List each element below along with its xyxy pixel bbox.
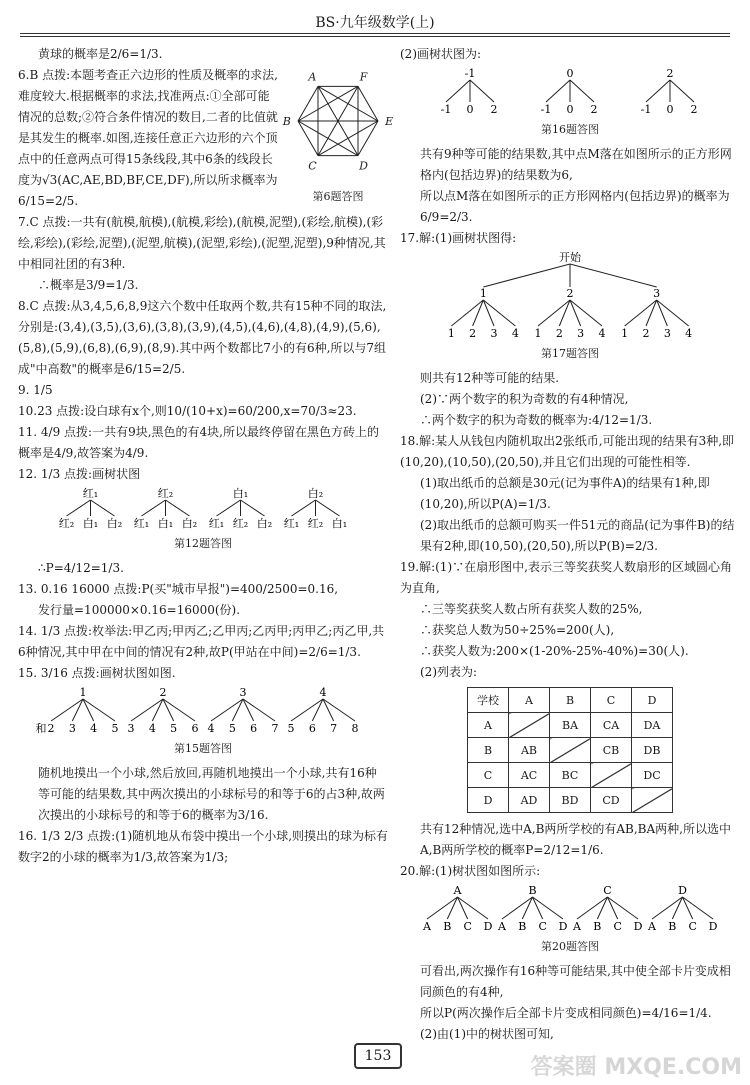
table-row xyxy=(468,788,673,813)
tree-leaf: 7 xyxy=(271,722,279,735)
tree-leaf: 3 xyxy=(127,722,135,735)
tree-leaf: 7 xyxy=(330,722,338,735)
tree-branch xyxy=(217,500,241,516)
table-cell: CD xyxy=(591,788,632,813)
tree-node: 1 xyxy=(479,287,487,300)
tree-leaf: 5 xyxy=(111,722,119,735)
q17-part2: (2)∵两个数字的积为奇数的有4种情况, xyxy=(420,392,629,406)
tree-node: A xyxy=(453,884,462,897)
tree-leaf: 3 xyxy=(577,327,585,340)
q17-caption: 第17题答图 xyxy=(541,347,599,360)
tree-leaf: A xyxy=(498,920,506,933)
tree-leaf: C xyxy=(688,920,697,933)
q12-answer: ∴P=4/12=1/3. xyxy=(38,561,124,575)
tree-leaf: 4 xyxy=(685,327,693,340)
tree-node: 2 xyxy=(159,686,167,699)
q20-part2: (2)由(1)中的树状图可知, xyxy=(420,1027,554,1041)
tree-leaf: 3 xyxy=(68,722,76,735)
tree-node: C xyxy=(603,884,612,897)
tree-leaf: 白₂ xyxy=(181,517,198,530)
table-cell: DC xyxy=(632,763,673,788)
tree-leaf: 红₂ xyxy=(307,517,324,530)
tree-node: 红₂ xyxy=(157,487,174,500)
tree-start-label: 开始 xyxy=(559,251,581,264)
tree-leaf: 0 xyxy=(466,103,474,116)
q20-text: 20.解:(1)树状图如图所示: xyxy=(400,864,541,878)
tree-leaf: 0 xyxy=(666,103,674,116)
q13-answer: 发行量=100000×0.16=16000(份). xyxy=(38,603,241,617)
tree-leaf: 白₂ xyxy=(256,517,273,530)
q19-part2: (2)列表为: xyxy=(420,665,478,679)
table-cell: BA xyxy=(550,713,591,738)
q10-text: 10.23 点拨:设白球有x个,则10/(10+x)=60/200,x=70/3≈23. xyxy=(18,404,357,418)
tree-leaf: 4 xyxy=(90,722,98,735)
table-cell: A xyxy=(509,688,550,713)
tree-leaf: 4 xyxy=(148,722,156,735)
page-number: 153 xyxy=(354,1043,402,1069)
tree-leaf: 2 xyxy=(590,103,598,116)
tree-leaf: 5 xyxy=(170,722,178,735)
tree-node: -1 xyxy=(464,67,476,80)
tree-branch xyxy=(67,500,91,516)
tree-leaf: 红₁ xyxy=(283,517,300,530)
table-cell: AC xyxy=(509,763,550,788)
tree-leaf: D xyxy=(558,920,568,933)
tree-node: 白₁ xyxy=(232,487,249,500)
page-header xyxy=(20,0,730,36)
header-rule-top xyxy=(20,33,730,34)
tree-leaf: 0 xyxy=(566,103,574,116)
tree-leaf: C xyxy=(613,920,622,933)
tree-branch xyxy=(446,80,470,102)
tree-leaf: D xyxy=(708,920,718,933)
tree-leaf: 2 xyxy=(469,327,477,340)
hex-vertex-label: B xyxy=(282,115,291,128)
q16-caption: 第16题答图 xyxy=(541,123,599,136)
tree-leaf: 红₁ xyxy=(133,517,150,530)
tree-leaf: 1 xyxy=(447,327,455,340)
tree-leaf: 5 xyxy=(287,722,295,735)
q16-probability: 所以点M落在如图所示的正方形网格内(包括边界)的概率为6/9=2/3. xyxy=(420,189,730,224)
q15-text: 15. 3/16 点拨:画树状图如图. xyxy=(18,666,176,680)
tree-leaf: 3 xyxy=(490,327,498,340)
tree-leaf: 4 xyxy=(207,722,215,735)
tree-leaf: -1 xyxy=(440,103,452,116)
table-cell: BC xyxy=(550,763,591,788)
tree-leaf: 4 xyxy=(511,327,519,340)
q19-answer: 共有12种情况,选中A,B两所学校的有AB,BA两种,所以选中A,B两所学校的概率P=2/12=1/6. xyxy=(420,822,731,857)
q15-tree xyxy=(35,684,363,736)
q14-text: 14. 1/3 点拨:枚举法:甲乙丙;甲丙乙;乙甲丙;乙丙甲;丙甲乙;丙乙甲,共6种情况,其中甲在中间的情况有2种,故P(甲站在中间)=2/6=1/3. xyxy=(18,624,385,659)
q19-table xyxy=(467,687,673,813)
tree-node: 红₁ xyxy=(82,487,99,500)
q7-answer: ∴概率是3/9=1/3. xyxy=(38,278,139,292)
q20-probability: 所以P(两次操作后全部卡片变成相同颜色)=4/16=1/4. xyxy=(420,1006,712,1020)
hex-vertex-label: E xyxy=(385,115,394,128)
table-cell: CA xyxy=(591,713,632,738)
q16-part2: (2)画树状图为: xyxy=(400,47,482,61)
q17-result: 则共有12种等可能的结果. xyxy=(420,371,560,385)
tree-node: 1 xyxy=(79,686,87,699)
watermark-logo: 答案圈 MXQE.COM xyxy=(530,1055,742,1080)
q20-result: 可看出,两次操作有16种等可能结果,其中使全部卡片变成相同颜色的有4种, xyxy=(420,964,731,999)
tree-branch xyxy=(670,80,694,102)
q19-step3: ∴获奖人数为:200×(1-20%-25%-40%)=30(人). xyxy=(420,644,689,658)
tree-leaf: A xyxy=(573,920,581,933)
tree-branch xyxy=(316,500,340,516)
tree-leaf: 8 xyxy=(351,722,359,735)
table-row xyxy=(468,763,673,788)
tree-leaf: D xyxy=(483,920,493,933)
tree-leaf: 白₁ xyxy=(331,517,348,530)
tree-node: 2 xyxy=(666,67,674,80)
tree-node: 白₂ xyxy=(307,487,324,500)
tree-branch xyxy=(166,500,190,516)
table-cell: C xyxy=(468,763,509,788)
q16-text: 16. 1/3 2/3 点拨:(1)随机地从布袋中摸出一个小球,则摸出的球为标有数字2的小球的概率为1/3,故答案为1/3; xyxy=(18,829,389,864)
hex-segment xyxy=(298,121,358,156)
tree-leaf: 红₁ xyxy=(208,517,225,530)
table-row xyxy=(468,688,673,713)
q6-text: 6.B 点拨:本题考查正六边形的性质及概率的求法,难度较大.根据概率的求法,找准两点:①全部可能情况的总数;②符合条件情况的数目,二者的比值就是其发生的概率.如图,连接任意正六边形的六个顶点中的任意两点可得15条线段,其中6条的线段长度为√3(AC,AE,BD,BF,CE,DF),所以所求概率为6/15=2/5. xyxy=(18,68,278,208)
left-column xyxy=(18,44,394,868)
tree-node: D xyxy=(678,884,687,897)
tree-branch xyxy=(292,500,316,516)
tree-leaf: 6 xyxy=(191,722,199,735)
q8-text: 8.C 点拨:从3,4,5,6,8,9这六个数中任取两个数,共有15种不同的取法,分别是:(3,4),(3,5),(3,6),(3,8),(3,9),(4,5),(4,6),(4,8),(4,9),(5,6),(5,8),(5,9),(6,8),(6,9),(8,9).其中两个数都比7小的有6种,所以与7组成"中高数"的概率是6/15=2/5. xyxy=(18,299,387,376)
hex-vertex-label: F xyxy=(359,70,368,84)
tree-node: B xyxy=(528,884,537,897)
tree-branch xyxy=(91,500,115,516)
q19-text: 19.解:(1)∵在扇形图中,表示三等奖获奖人数扇形的区域圆心角为直角, xyxy=(400,560,732,595)
tree-leaf: A xyxy=(423,920,431,933)
tree-leaf: D xyxy=(633,920,643,933)
q12-tree xyxy=(53,485,353,531)
header-title: BS·九年级数学(上) xyxy=(315,15,435,31)
tree-node: 2 xyxy=(566,287,574,300)
tree-leaf: 2 xyxy=(642,327,650,340)
tree-leaf: 白₁ xyxy=(157,517,174,530)
tree-leaf: C xyxy=(463,920,472,933)
tree-leaf: A xyxy=(648,920,656,933)
q20-tree xyxy=(420,882,720,934)
tree-leaf: 2 xyxy=(690,103,698,116)
q17-answer: ∴两个数字的积为奇数的概率为:4/12=1/3. xyxy=(420,413,653,427)
tree-leaf: 白₂ xyxy=(106,517,123,530)
tree-leaf: C xyxy=(538,920,547,933)
tree-leaf: 6 xyxy=(308,722,316,735)
table-cell: B xyxy=(468,738,509,763)
q17-tree xyxy=(440,249,700,341)
q7-text: 7.C 点拨:一共有(航模,航模),(航模,彩绘),(航模,泥塑),(彩绘,航模),(彩绘,彩绘),(彩绘,泥塑),(泥塑,航模),(泥塑,彩绘),(泥塑,泥塑),9种情况,其中相同社团的有3种. xyxy=(18,215,386,271)
tree-leaf: B xyxy=(593,920,602,933)
tree-node: 3 xyxy=(653,287,661,300)
tree-leaf: 白₁ xyxy=(82,517,99,530)
tree-leaf: B xyxy=(518,920,527,933)
table-cell: DA xyxy=(632,713,673,738)
tree-leaf: 2 xyxy=(47,722,55,735)
q6-caption: 第6题答图 xyxy=(312,190,364,203)
tree-branch xyxy=(483,264,570,287)
tree-leaf: 红₂ xyxy=(232,517,249,530)
tree-branch xyxy=(546,80,570,102)
tree-leaf: 5 xyxy=(228,722,236,735)
table-cell: B xyxy=(550,688,591,713)
table-cell: A xyxy=(468,713,509,738)
tree-branch xyxy=(241,500,265,516)
q18-part2: (2)取出纸币的总额可购买一件51元的商品(记为事件B)的结果有2种,即(10,50),(20,50),所以P(B)=2/3. xyxy=(420,518,735,553)
q19-step1: ∴三等奖获奖人数占所有获奖人数的25%, xyxy=(420,602,643,616)
q12-caption: 第12题答图 xyxy=(174,537,232,550)
tree-leaf: 4 xyxy=(598,327,606,340)
q20-caption: 第20题答图 xyxy=(541,940,599,953)
q13-text: 13. 0.16 16000 点拨:P(买"城市早报")=400/2500=0.16, xyxy=(18,582,339,596)
q11-text: 11. 4/9 点拨:一共有9块,黑色的有4块,所以最终停留在黑色方砖上的概率是4/9,故答案为4/9. xyxy=(18,425,379,460)
q18-part1: (1)取出纸币的总额是30元(记为事件A)的结果有1种,即(10,20),所以P(A)=1/3. xyxy=(420,476,710,511)
tree-leaf: B xyxy=(668,920,677,933)
q12-text: 12. 1/3 点拨:画树状图 xyxy=(18,467,141,481)
q18-text: 18.解:某人从钱包内随机取出2张纸币,可能出现的结果有3种,即(10,20),(10,50),(20,50),并且它们出现的可能性相等. xyxy=(400,434,735,469)
q15-caption: 第15题答图 xyxy=(174,742,232,755)
tree-leaf: 1 xyxy=(621,327,629,340)
q19-step2: ∴获奖总人数为50÷25%=200(人), xyxy=(420,623,615,637)
q6-block xyxy=(18,65,394,212)
q6-figure xyxy=(282,65,394,211)
table-cell: 学校 xyxy=(468,688,509,713)
table-cell: DB xyxy=(632,738,673,763)
tree-leaf: B xyxy=(443,920,452,933)
table-cell: CB xyxy=(591,738,632,763)
right-column xyxy=(400,44,740,1045)
tree-leaf: -1 xyxy=(640,103,652,116)
q15-answer: 随机地摸出一个小球,然后放回,再随机地摸出一个小球,共有16种等可能的结果数,其中两次摸出的小球标号的和等于6的占3种,故两次摸出的小球标号的和等于6的概率为3/16. xyxy=(38,766,385,822)
tree-prefix: 和 xyxy=(35,722,47,735)
table-cell xyxy=(509,713,550,738)
hex-vertex-label: D xyxy=(359,159,369,173)
q16-result: 共有9种等可能的结果数,其中点M落在如图所示的正方形网格内(包括边界)的结果数为6, xyxy=(420,147,732,182)
q16-tree xyxy=(420,65,720,117)
tree-branch xyxy=(142,500,166,516)
tree-branch xyxy=(646,80,670,102)
q9-text: 9. 1/5 xyxy=(18,383,53,397)
tree-leaf: 2 xyxy=(490,103,498,116)
table-cell: AD xyxy=(509,788,550,813)
tree-branch xyxy=(570,80,594,102)
hex-vertex-label: A xyxy=(308,70,317,84)
tree-leaf: 2 xyxy=(555,327,563,340)
table-cell: C xyxy=(591,688,632,713)
table-row xyxy=(468,713,673,738)
tree-node: 0 xyxy=(566,67,574,80)
tree-leaf: 红₂ xyxy=(58,517,75,530)
table-cell: D xyxy=(468,788,509,813)
tree-leaf: 3 xyxy=(663,327,671,340)
tree-branch xyxy=(470,80,494,102)
q17-text: 17.解:(1)画树状图得: xyxy=(400,231,517,245)
hex-vertex-label: C xyxy=(308,159,317,173)
header-rule-bottom xyxy=(20,36,730,37)
hex-segment xyxy=(318,121,378,156)
hexagon-diagram xyxy=(282,65,394,177)
q5-tail: 黄球的概率是2/6=1/3. xyxy=(38,47,163,61)
tree-leaf: 6 xyxy=(250,722,258,735)
table-cell: AB xyxy=(509,738,550,763)
tree-node: 3 xyxy=(239,686,247,699)
table-cell: D xyxy=(632,688,673,713)
table-cell xyxy=(591,763,632,788)
table-cell xyxy=(632,788,673,813)
table-cell: BD xyxy=(550,788,591,813)
tree-leaf: -1 xyxy=(540,103,552,116)
table-cell xyxy=(550,738,591,763)
tree-branch xyxy=(570,264,657,287)
tree-node: 4 xyxy=(319,686,327,699)
table-row xyxy=(468,738,673,763)
tree-leaf: 1 xyxy=(534,327,542,340)
